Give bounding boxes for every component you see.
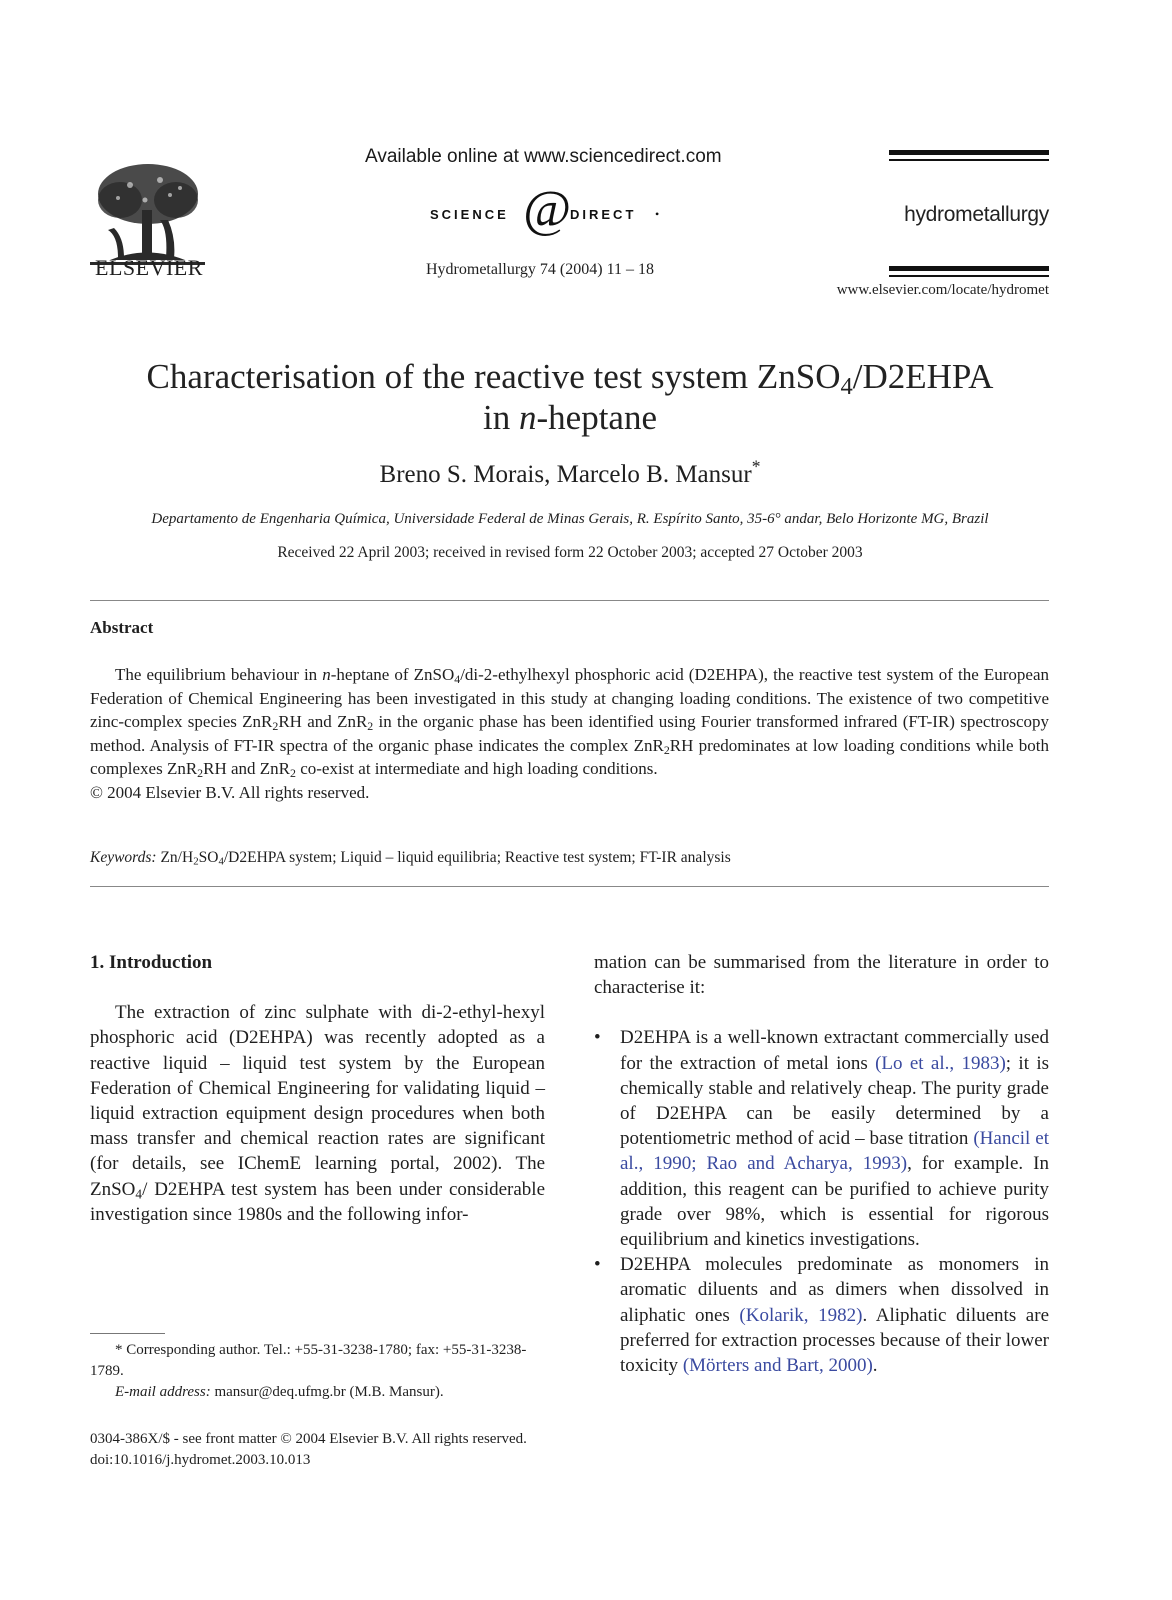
doi-line[interactable]: doi:10.1016/j.hydromet.2003.10.013 bbox=[90, 1452, 311, 1468]
divider-bottom bbox=[90, 886, 1049, 887]
journal-bar-top bbox=[889, 150, 1049, 155]
keywords-label: Keywords: bbox=[90, 849, 157, 866]
keywords: Keywords: $Zn/H_2SO_4/D2EHPA$ system; Liquid – liquid equilibria; Reactive test system; FT-IR analysis bbox=[90, 849, 731, 868]
right-column bbox=[594, 950, 1049, 1378]
sd-right-word: DIRECT bbox=[570, 207, 637, 222]
journal-bar-top-thin bbox=[889, 159, 1049, 161]
intro-paragraph: The extraction of zinc sulphate with di-2-ethyl-hexyl phosphoric acid (D2EHPA) was recently adopted as a reactive liquid – liquid test system by the European Federation of Chemical Engineering for validating liquid – liquid extraction equipment design procedures when both mass transfer and chemical reaction rates are significant (for details, see IChemE learning portal, 2002). The ZnSO$_4$/ D2EHPA test system has been under considerable investigation since 1980s and the following infor- bbox=[90, 1002, 545, 1225]
reference-link[interactable]: (Kolarik, 1982) bbox=[739, 1304, 863, 1326]
reference-link[interactable]: (Hancil et al., 1990; Rao and Acharya, 1993) bbox=[620, 1128, 1049, 1175]
email-note: E-mail address: mansur@deq.ufmg.br (M.B. Mansur). bbox=[115, 1384, 444, 1400]
reference-link[interactable]: (Lo et al., 1983) bbox=[875, 1052, 1006, 1074]
journal-citation: Hydrometallurgy 74 (2004) 11 – 18 bbox=[426, 261, 654, 278]
article-title: Characterisation of the reactive test system ZnSO$_4$/D2EHPA in n-heptane bbox=[146, 357, 994, 437]
section-heading-introduction: 1. Introduction bbox=[90, 952, 213, 973]
issn-line: 0304-386X/$ - see front matter © 2004 Elsevier B.V. All rights reserved. bbox=[90, 1431, 527, 1447]
list-item: • D2EHPA is a well-known extractant commercially used for the extraction of metal ions (Lo et al., 1983); it is chemically stable and relatively cheap. The purity grade of D2EHPA can be easily determined by a potentiometric method of acid – base titration (Hancil et al., 1990; Rao and Acharya, 1993), for example. In addition, this reagent can be purified to achieve purity grade over 98%, which is essential for rigorous equilibrium and kinetics investigations. bbox=[594, 1025, 1049, 1252]
journal-bar-bottom-thin bbox=[889, 275, 1049, 277]
corresponding-author-note: * Corresponding author. Tel.: +55-31-3238-1780; fax: +55-31-3238-1789. bbox=[90, 1342, 527, 1379]
email-link[interactable]: mansur@deq.ufmg.br (M.B. Mansur). bbox=[210, 1384, 444, 1400]
sd-left-word: SCIENCE bbox=[430, 207, 509, 222]
journal-url[interactable]: www.elsevier.com/locate/hydromet bbox=[836, 282, 1049, 298]
reference-link[interactable]: (Mörters and Bart, 2000) bbox=[682, 1355, 873, 1377]
abstract-text: The equilibrium behaviour in n-heptane of ZnSO$_4$/di-2-ethylhexyl phosphoric acid (D2EHPA), the reactive test system of the European Federation of Chemical Engineering has been investigated in this study at changing loading conditions. The existence of two competitive zinc-complex species ZnR$_2$RH and ZnR$_2$ in the organic phase has been identified using Fourier transformed infrared (FT-IR) spectroscopy method. Analysis of FT-IR spectra of the organic phase indicates the complex ZnR$_2$RH predominates at low loading conditions while both complexes ZnR$_2$RH and ZnR$_2$ co-exist at intermediate and high loading conditions. bbox=[90, 665, 1050, 781]
footnote-rule bbox=[90, 1333, 165, 1334]
sciencedirect-logo bbox=[430, 181, 665, 242]
corresponding-author-mark[interactable]: * bbox=[751, 456, 761, 477]
footnote bbox=[90, 1340, 545, 1403]
abstract-heading: Abstract bbox=[90, 618, 154, 637]
author-list: Breno S. Morais, Marcelo B. Mansur* bbox=[379, 456, 761, 488]
available-online-text[interactable]: Available online at www.sciencedirect.com bbox=[365, 146, 722, 167]
property-list bbox=[594, 1025, 1049, 1378]
divider-top bbox=[90, 600, 1049, 601]
abstract-body bbox=[90, 663, 1049, 805]
received-dates: Received 22 April 2003; received in revised form 22 October 2003; accepted 27 October 2003 bbox=[277, 544, 863, 561]
left-column bbox=[90, 950, 545, 1227]
affiliation: Departamento de Engenharia Química, Universidade Federal de Minas Gerais, R. Espírito Santo, 35-6° andar, Belo Horizonte MG, Brazil bbox=[151, 511, 989, 527]
sd-at-icon: @ bbox=[523, 181, 571, 238]
publisher-wordmark: ELSEVIER bbox=[95, 255, 203, 280]
intro-continuation: mation can be summarised from the literature in order to characterise it: bbox=[594, 952, 1049, 999]
list-item: • D2EHPA molecules predominate as monomers in aromatic diluents and as dimers when dissolved in aliphatic ones (Kolarik, 1982). Aliphatic diluents are preferred for extraction processes because of their lower toxicity (Mörters and Bart, 2000). bbox=[594, 1252, 1049, 1378]
sd-dot-icon: • bbox=[655, 207, 660, 221]
abstract-copyright: © 2004 Elsevier B.V. All rights reserved. bbox=[90, 782, 370, 802]
journal-bar-bottom bbox=[889, 266, 1049, 271]
journal-name: hydrometallurgy bbox=[904, 203, 1049, 226]
front-matter bbox=[90, 1429, 527, 1471]
